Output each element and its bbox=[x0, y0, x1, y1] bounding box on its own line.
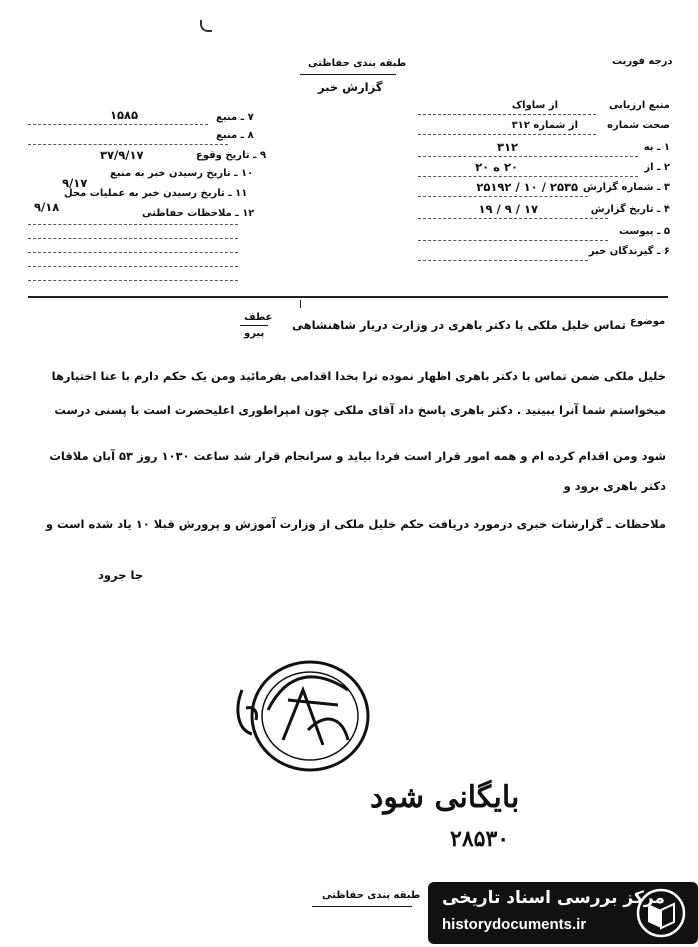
side-note-divider bbox=[240, 325, 268, 326]
subject-side-note-bottom: پیرو bbox=[244, 328, 265, 339]
dotline bbox=[28, 280, 238, 281]
logo-url: historydocuments.ir bbox=[442, 916, 587, 933]
right-label-6: ۴ ـ تاریخ گزارش bbox=[590, 204, 670, 215]
header-separator bbox=[28, 296, 668, 298]
separator-tick bbox=[300, 300, 301, 308]
right-label-3: ۱ ـ به bbox=[643, 142, 670, 153]
bottom-classification-underline bbox=[312, 906, 412, 907]
round-stamp bbox=[228, 650, 378, 780]
dotline bbox=[28, 124, 208, 125]
site-logo bbox=[428, 882, 698, 944]
left-value-9: ۳۷/۹/۱۷ bbox=[100, 148, 144, 162]
report-title: گزارش خبر bbox=[318, 80, 383, 94]
dotline bbox=[418, 134, 596, 135]
right-value-3: ۳۱۲ bbox=[496, 140, 518, 154]
right-label-4: ۲ ـ از bbox=[644, 162, 670, 173]
left-label-11: ۱۱ ـ تاریخ رسیدن خبر به عملیات محل bbox=[64, 188, 248, 199]
left-value-10: ۹/۱۷ bbox=[62, 176, 88, 190]
right-value-4: ۲۰ ه ۲۰ bbox=[475, 160, 518, 174]
right-label-5: ۳ ـ شماره گزارش bbox=[583, 182, 670, 193]
right-label-1: منبع ارزیابی bbox=[609, 100, 670, 111]
classification-top: طبقه بندی حفاظتی bbox=[308, 58, 407, 69]
logo-title: مرکز بررسی اسناد تاریخی bbox=[442, 888, 665, 908]
left-label-10: ۱۰ ـ تاریخ رسیدن خبر به منبع bbox=[110, 168, 254, 179]
left-label-8: ۸ ـ منبع bbox=[216, 130, 254, 141]
right-value-2: از شماره ۳۱۲ bbox=[511, 120, 578, 131]
body-line-2: میخواستم شما آنرا ببینید . دکتر باهری پاسخ داد آقای ملکی چون امپراطوری اعلیحضرت است با پسنی درست bbox=[54, 403, 666, 417]
book-icon bbox=[634, 888, 688, 938]
dotline bbox=[418, 260, 588, 261]
left-value-7: ۱۵۸۵ bbox=[110, 108, 139, 122]
ink-mark bbox=[200, 20, 212, 32]
body-line-1: خلیل ملکی ضمن تماس با دکتر باهری اظهار نموده ترا بخدا اقدامی بفرمائید ومن یک حکم دارم با عنا اختیارها bbox=[51, 369, 666, 383]
subject-text: تماس خلیل ملکی با دکتر باهری در وزارت دربار شاهنشاهی bbox=[292, 318, 626, 332]
left-label-9: ۹ ـ تاریخ وقوع bbox=[196, 150, 267, 161]
classification-underline bbox=[300, 74, 396, 75]
dotline bbox=[28, 144, 228, 145]
body-line-4: دکتر باهری برود و bbox=[563, 479, 666, 493]
urgency-label: درجه فوریت bbox=[612, 56, 673, 67]
remarks-line: ملاحظات ـ گزارشات خبری درمورد دریافت حکم خلیل ملکی از وزارت آموزش و پرورش قبلا ۱۰ یاد شده است و bbox=[45, 517, 666, 531]
dotline bbox=[418, 218, 608, 219]
right-value-6: ۱۷ / ۹ / ۱۹ bbox=[478, 202, 538, 216]
left-value-11: ۹/۱۸ bbox=[34, 200, 60, 214]
body-line-3: شود ومن اقدام کرده ام و همه امور قرار است فردا بیاید و سرانجام قرار شد ساعت ۱۰۳۰ روز ۵۳ آبان ملاقات bbox=[49, 449, 666, 463]
dotline bbox=[418, 156, 638, 157]
dotline bbox=[28, 266, 238, 267]
left-label-12: ۱۲ ـ ملاحظات حفاظتی bbox=[142, 208, 255, 219]
left-label-7: ۷ ـ منبع bbox=[216, 112, 254, 123]
classification-bottom: طبقه بندی حفاظتی bbox=[322, 890, 421, 901]
right-value-1: از ساواک bbox=[511, 100, 558, 111]
dotline bbox=[418, 114, 596, 115]
signature-line: جا جرود bbox=[98, 568, 144, 582]
dotline bbox=[28, 252, 238, 253]
dotline bbox=[418, 176, 638, 177]
dotline bbox=[28, 224, 238, 225]
right-value-5: ۲۵۳۵ / ۱۰ / ۲۵۱۹۲ bbox=[476, 180, 578, 194]
right-label-7: ۵ ـ پیوست bbox=[618, 226, 670, 237]
right-label-8: ۶ ـ گیرندگان خبر bbox=[588, 246, 670, 257]
archive-stamp-text: بایگانی شود bbox=[370, 780, 520, 815]
dotline bbox=[418, 240, 608, 241]
subject-label: موضوع bbox=[630, 316, 666, 327]
right-label-2: صحت شماره bbox=[607, 120, 670, 131]
dotline bbox=[28, 238, 238, 239]
dotline bbox=[418, 196, 588, 197]
archive-number: ۲۸۵۳۰ bbox=[450, 826, 510, 852]
subject-side-note-top: عطف bbox=[244, 312, 273, 323]
